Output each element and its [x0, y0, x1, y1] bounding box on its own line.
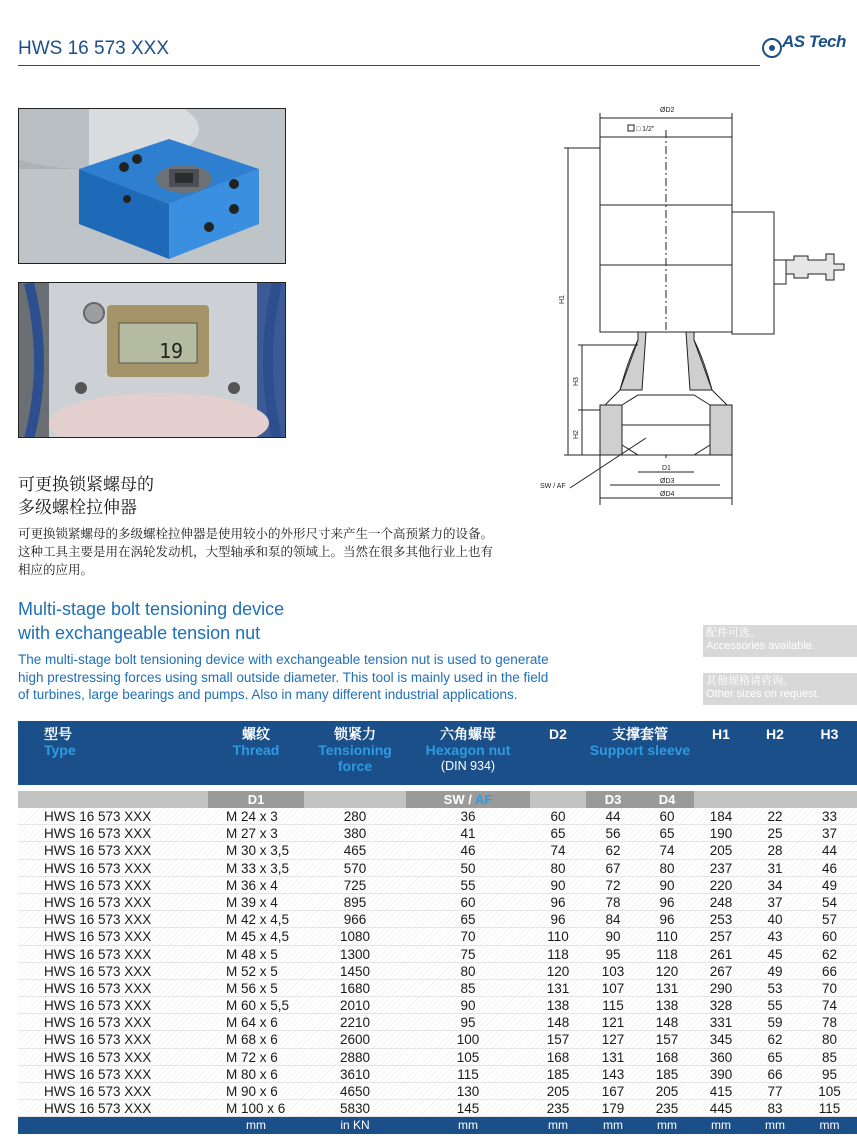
- cell-sw: 36: [460, 809, 476, 824]
- cell-force: 725: [343, 877, 367, 893]
- th-sleeve-en: Support sleeve: [589, 742, 691, 758]
- cell-force: 895: [343, 894, 367, 910]
- cell-d2: 90: [550, 877, 566, 893]
- cell-thread: M 45 x 4,5: [226, 929, 290, 945]
- cell-h2: 31: [767, 860, 783, 876]
- cell-h1: 237: [709, 860, 733, 876]
- cell-d4: 96: [659, 912, 675, 928]
- cell-sw: 90: [460, 998, 476, 1014]
- cell-h3: 60: [821, 929, 838, 945]
- display-illustration: [19, 283, 286, 438]
- adapter-illustration: [19, 109, 286, 264]
- cell-h1: 415: [709, 1084, 733, 1099]
- product-photo-adapter: [18, 108, 286, 264]
- table-row: [18, 860, 857, 877]
- cell-type: HWS 16 573 XXX: [44, 1032, 152, 1048]
- cell-h1: 328: [709, 998, 733, 1014]
- table-row: [18, 1031, 857, 1048]
- cell-force: 1450: [339, 963, 371, 979]
- cell-d4: 80: [659, 860, 675, 876]
- cell-sw: 65: [460, 912, 476, 928]
- subheader-d3: D3: [604, 792, 622, 807]
- cell-d2: 74: [550, 843, 566, 859]
- cell-d3: 115: [602, 998, 624, 1014]
- cn-heading-line-1: 可更换锁紧螺母的: [18, 475, 154, 495]
- th-force-cn: 锁紧力: [334, 726, 376, 742]
- cell-d3: 107: [601, 980, 625, 996]
- cell-type: HWS 16 573 XXX: [44, 1015, 152, 1031]
- th-h2: H2: [766, 726, 784, 742]
- dim-square-label: □ 1/2": [636, 126, 655, 133]
- cell-d3: 62: [605, 843, 621, 859]
- cell-d4: 205: [655, 1084, 679, 1099]
- cell-h3: 78: [821, 1015, 838, 1031]
- table-units-row: [18, 1117, 857, 1134]
- cell-type: HWS 16 573 XXX: [44, 998, 152, 1014]
- cell-force: 2880: [339, 1049, 371, 1065]
- cell-thread: M 52 x 5: [226, 963, 278, 979]
- th-nut-cn: 六角螺母: [440, 726, 496, 742]
- cell-h3: 62: [821, 946, 838, 962]
- cell-d3: 103: [601, 963, 625, 979]
- cell-h1: 190: [709, 826, 733, 842]
- cell-sw: 50: [460, 860, 476, 876]
- cell-h3: 105: [818, 1084, 841, 1099]
- cell-d2: 65: [550, 826, 566, 842]
- cell-type: HWS 16 573 XXX: [44, 877, 152, 893]
- cell-type: HWS 16 573 XXX: [44, 912, 152, 928]
- cell-h3: 95: [821, 1066, 838, 1082]
- th-thread-en: Thread: [232, 742, 280, 758]
- cell-d3: 56: [605, 826, 621, 842]
- cell-d3: 95: [605, 946, 621, 962]
- cell-type: HWS 16 573 XXX: [44, 1084, 152, 1099]
- cell-h2: 53: [767, 980, 783, 996]
- cn-heading: [18, 474, 154, 520]
- cell-h2: 77: [767, 1084, 783, 1099]
- unit-force: in KN: [340, 1118, 370, 1133]
- cell-d3: 143: [601, 1066, 625, 1082]
- cell-d4: 148: [655, 1015, 679, 1031]
- th-type-cn: 型号: [44, 726, 72, 742]
- cell-type: HWS 16 573 XXX: [44, 1066, 152, 1082]
- cell-h2: 83: [767, 1101, 783, 1117]
- cell-h1: 205: [709, 843, 733, 859]
- unit-d2: mm: [548, 1118, 568, 1133]
- cell-d3: 78: [605, 894, 621, 910]
- dim-d1-label: D1: [662, 465, 671, 472]
- cell-d2: 131: [546, 980, 570, 996]
- cell-h3: 85: [821, 1049, 838, 1065]
- cell-force: 4650: [339, 1084, 371, 1099]
- cell-type: HWS 16 573 XXX: [44, 894, 152, 910]
- cell-thread: M 36 x 4: [226, 877, 278, 893]
- cell-h1: 184: [709, 809, 733, 824]
- cell-sw: 46: [460, 843, 476, 859]
- cell-sw: 60: [460, 894, 476, 910]
- cell-h2: 43: [767, 929, 783, 945]
- cell-h1: 290: [709, 980, 733, 996]
- brand-logo: [762, 32, 857, 62]
- cell-h3: 80: [821, 1032, 838, 1048]
- cell-sw: 80: [460, 963, 476, 979]
- unit-h2: mm: [765, 1118, 785, 1133]
- product-photo-display: [18, 282, 286, 438]
- cell-sw: 95: [460, 1015, 476, 1031]
- cell-h1: 345: [709, 1032, 733, 1048]
- unit-sw: mm: [458, 1118, 478, 1133]
- table-row: [18, 928, 857, 945]
- cell-d2: 138: [546, 998, 570, 1014]
- cell-sw: 70: [460, 929, 476, 945]
- th-force-en-1: Tensioning: [318, 742, 392, 758]
- table-row: [18, 1049, 857, 1066]
- display-reading: 19: [159, 339, 184, 363]
- accessories-note: [703, 625, 857, 657]
- cell-thread: M 39 x 4: [226, 894, 278, 910]
- cell-d3: 90: [605, 929, 621, 945]
- table-row: [18, 1083, 857, 1100]
- dim-d3-label: ØD3: [660, 478, 675, 485]
- cell-sw: 130: [456, 1084, 480, 1099]
- table-row: [18, 946, 857, 963]
- en-body-line-2: high prestressing forces using small outside diameter. This tool is mainly used in the field: [18, 669, 549, 685]
- cell-h1: 248: [709, 894, 733, 910]
- table-row: [18, 894, 857, 911]
- cell-h2: 45: [767, 946, 783, 962]
- cell-h2: 22: [767, 809, 783, 824]
- cell-force: 1300: [339, 946, 371, 962]
- cell-d4: 110: [656, 929, 678, 945]
- cell-h1: 257: [709, 929, 733, 945]
- th-sleeve-cn: 支撑套管: [612, 726, 668, 742]
- cell-d2: 157: [546, 1032, 570, 1048]
- cell-d4: 131: [655, 980, 679, 996]
- cell-h1: 253: [709, 912, 733, 928]
- accessories-note-en: Accessories available.: [706, 640, 815, 652]
- cell-h3: 70: [821, 980, 838, 996]
- table-row: [18, 997, 857, 1014]
- cell-sw: 85: [460, 980, 476, 996]
- cell-h2: 28: [767, 843, 783, 859]
- th-nut: [406, 726, 530, 774]
- cell-h2: 40: [767, 912, 783, 928]
- en-description: [18, 651, 588, 704]
- subheader-d4: D4: [658, 792, 676, 807]
- table-row: [18, 1014, 857, 1031]
- logo-text: AS Tech: [782, 32, 846, 51]
- cell-d4: 168: [655, 1049, 679, 1065]
- cell-sw: 115: [457, 1066, 479, 1082]
- cell-d2: 148: [546, 1015, 570, 1031]
- cell-thread: M 42 x 4,5: [226, 912, 290, 928]
- en-body-line-1: The multi-stage bolt tensioning device with exchangeable tension nut is used to generate: [18, 652, 549, 667]
- cell-thread: M 27 x 3: [226, 826, 278, 842]
- cell-h1: 261: [709, 946, 733, 962]
- cell-sw: 41: [460, 826, 476, 842]
- cell-d3: 121: [601, 1015, 625, 1031]
- table-row: [18, 963, 857, 980]
- cell-force: 2600: [339, 1032, 371, 1048]
- subheader-sw-af: [406, 791, 530, 808]
- subheader-slash: /: [464, 792, 475, 807]
- th-thread: [208, 726, 304, 758]
- cell-d3: 67: [605, 860, 621, 876]
- cell-thread: M 24 x 3: [226, 809, 278, 824]
- th-type-en: Type: [44, 742, 76, 758]
- cell-force: 465: [343, 843, 367, 859]
- dim-d4-label: ØD4: [660, 491, 675, 498]
- en-heading-line-1: Multi-stage bolt tensioning device: [18, 599, 285, 619]
- cell-h3: 37: [821, 826, 838, 842]
- cell-d4: 74: [659, 843, 675, 859]
- dim-h3-label: H3: [573, 377, 580, 386]
- cell-h2: 66: [767, 1066, 783, 1082]
- th-h3: H3: [820, 726, 839, 742]
- cell-d2: 185: [546, 1066, 570, 1082]
- unit-h3: mm: [819, 1118, 840, 1133]
- th-thread-cn: 螺纹: [242, 726, 270, 742]
- cell-type: HWS 16 573 XXX: [44, 946, 152, 962]
- cell-d4: 90: [659, 877, 675, 893]
- cell-d4: 120: [655, 963, 679, 979]
- cell-d4: 157: [655, 1032, 679, 1048]
- cell-d2: 205: [546, 1084, 570, 1099]
- cell-d2: 96: [550, 912, 566, 928]
- cell-d4: 118: [656, 946, 678, 962]
- cell-type: HWS 16 573 XXX: [44, 860, 152, 876]
- cell-h2: 65: [767, 1049, 783, 1065]
- th-force-en-2: force: [337, 758, 373, 774]
- cell-d2: 235: [546, 1101, 570, 1117]
- dim-sw-label: SW / AF: [540, 483, 566, 490]
- cell-h3: 66: [821, 963, 838, 979]
- table-row: [18, 842, 857, 859]
- th-nut-sub: (DIN 934): [440, 759, 496, 773]
- th-h1: H1: [712, 726, 730, 742]
- cell-force: 570: [343, 860, 367, 876]
- en-heading: [18, 597, 284, 645]
- cell-h2: 25: [767, 826, 783, 842]
- other-sizes-note: [703, 673, 857, 705]
- cell-type: HWS 16 573 XXX: [44, 980, 152, 996]
- cell-h3: 115: [818, 1101, 841, 1117]
- unit-d3: mm: [603, 1118, 623, 1133]
- th-force: [304, 726, 406, 774]
- other-sizes-note-cn: 其他规格请咨询。: [706, 675, 794, 687]
- dim-d2-label: ØD2: [660, 107, 675, 114]
- cell-h3: 49: [821, 877, 838, 893]
- cell-sw: 55: [460, 877, 476, 893]
- cell-thread: M 56 x 5: [226, 980, 278, 996]
- cell-h1: 220: [709, 877, 733, 893]
- unit-h1: mm: [711, 1118, 731, 1133]
- cell-h1: 331: [709, 1015, 733, 1031]
- cell-force: 2210: [339, 1015, 371, 1031]
- cell-force: 1680: [339, 980, 371, 996]
- cell-h1: 360: [709, 1049, 733, 1065]
- cell-sw: 145: [456, 1101, 480, 1117]
- logo-ring-icon: [762, 38, 782, 58]
- en-heading-line-2: with exchangeable tension nut: [18, 623, 261, 643]
- cell-d4: 65: [659, 826, 675, 842]
- cell-type: HWS 16 573 XXX: [44, 1049, 152, 1065]
- cell-force: 966: [343, 912, 367, 928]
- cell-d2: 168: [546, 1049, 570, 1065]
- cell-force: 1080: [339, 929, 371, 945]
- th-nut-en: Hexagon nut: [425, 742, 511, 758]
- table-row: [18, 1100, 857, 1117]
- cell-d2: 96: [550, 894, 566, 910]
- cell-h1: 390: [709, 1066, 733, 1082]
- specification-table: [18, 721, 857, 1134]
- cell-d2: 110: [547, 929, 569, 945]
- cell-force: 280: [343, 809, 367, 824]
- other-sizes-note-en: Other sizes on request.: [706, 688, 820, 700]
- cell-sw: 75: [460, 946, 476, 962]
- cell-thread: M 80 x 6: [226, 1066, 278, 1082]
- accessories-note-cn: 配件可选。: [706, 627, 761, 639]
- cell-d2: 80: [550, 860, 566, 876]
- table-row: [18, 1066, 857, 1083]
- cn-description: [18, 525, 578, 579]
- cell-thread: M 60 x 5,5: [226, 998, 290, 1014]
- dim-h1-label: H1: [559, 295, 566, 304]
- table-row: [18, 980, 857, 997]
- cell-thread: M 48 x 5: [226, 946, 278, 962]
- th-sleeve: [586, 726, 694, 758]
- cell-h2: 55: [767, 998, 783, 1014]
- subheader-af: AF: [474, 792, 493, 807]
- th-d2: D2: [549, 726, 567, 742]
- cell-type: HWS 16 573 XXX: [44, 1101, 152, 1117]
- cell-thread: M 68 x 6: [226, 1032, 278, 1048]
- cell-h3: 54: [821, 894, 838, 910]
- cell-d3: 167: [601, 1084, 625, 1099]
- dim-h2-label: H2: [573, 430, 580, 439]
- cell-h1: 445: [709, 1101, 733, 1117]
- th-type: [18, 726, 208, 758]
- page-title: HWS 16 573 XXX: [18, 38, 170, 59]
- cell-sw: 105: [456, 1049, 480, 1065]
- header-divider: [18, 65, 760, 66]
- unit-d4: mm: [657, 1118, 677, 1133]
- cell-d3: 72: [605, 877, 621, 893]
- cell-h3: 44: [821, 843, 838, 859]
- table-row: [18, 911, 857, 928]
- cell-d3: 131: [601, 1049, 625, 1065]
- cn-body-line-1: 可更换锁紧螺母的多级螺栓拉伸器是使用较小的外形尺寸来产生一个高预紧力的设备。: [18, 526, 494, 541]
- cell-h2: 34: [767, 877, 783, 893]
- table-row: [18, 825, 857, 842]
- cell-thread: M 100 x 6: [226, 1101, 286, 1117]
- cell-thread: M 72 x 6: [226, 1049, 278, 1065]
- cn-body-line-2: 这种工具主要是用在涡轮发动机，大型轴承和泵的领域上。当然在很多其他行业上也有: [18, 544, 494, 559]
- cell-type: HWS 16 573 XXX: [44, 929, 152, 945]
- cell-thread: M 30 x 3,5: [226, 843, 290, 859]
- cell-d4: 138: [655, 998, 679, 1014]
- cell-thread: M 33 x 3,5: [226, 860, 290, 876]
- table-subheader: [18, 791, 857, 808]
- cell-type: HWS 16 573 XXX: [44, 843, 152, 859]
- cell-d3: 44: [605, 809, 621, 824]
- cell-h3: 57: [821, 912, 838, 928]
- cell-type: HWS 16 573 XXX: [44, 963, 152, 979]
- cell-force: 3610: [339, 1066, 371, 1082]
- cell-d3: 84: [605, 912, 621, 928]
- cell-force: 380: [343, 826, 367, 842]
- subheader-d1: D1: [247, 792, 265, 807]
- cell-type: HWS 16 573 XXX: [44, 809, 152, 824]
- cell-type: HWS 16 573 XXX: [44, 826, 152, 842]
- cn-body-line-3: 相应的应用。: [18, 562, 94, 577]
- cell-h3: 33: [821, 809, 838, 824]
- cell-d4: 235: [655, 1101, 679, 1117]
- cell-h2: 37: [767, 894, 783, 910]
- cell-thread: M 64 x 6: [226, 1015, 278, 1031]
- cell-h3: 46: [821, 860, 838, 876]
- cell-d4: 185: [655, 1066, 679, 1082]
- cell-d3: 127: [601, 1032, 625, 1048]
- cell-d2: 120: [546, 963, 570, 979]
- table-row: [18, 877, 857, 894]
- cell-d4: 96: [659, 894, 675, 910]
- cell-d2: 118: [547, 946, 569, 962]
- cell-sw: 100: [456, 1032, 480, 1048]
- cell-h2: 62: [767, 1032, 783, 1048]
- subheader-sw: SW: [443, 792, 465, 807]
- cell-h3: 74: [821, 998, 838, 1014]
- cell-d2: 60: [550, 809, 566, 824]
- unit-thread: mm: [246, 1118, 266, 1133]
- en-body-line-3: of turbines, large bearings and pumps. Also in many different industrial applications.: [18, 687, 518, 702]
- table-header: [18, 721, 857, 785]
- table-row: [18, 808, 857, 825]
- technical-drawing: [520, 100, 857, 510]
- cell-force: 5830: [339, 1101, 371, 1117]
- cell-d4: 60: [659, 809, 675, 824]
- cell-d3: 179: [601, 1101, 625, 1117]
- cell-force: 2010: [339, 998, 371, 1014]
- cell-thread: M 90 x 6: [226, 1084, 278, 1099]
- cell-h1: 267: [709, 963, 733, 979]
- cell-h2: 59: [767, 1015, 783, 1031]
- table-body: [18, 808, 857, 1117]
- cn-heading-line-2: 多级螺栓拉伸器: [18, 498, 137, 518]
- cell-h2: 49: [767, 963, 783, 979]
